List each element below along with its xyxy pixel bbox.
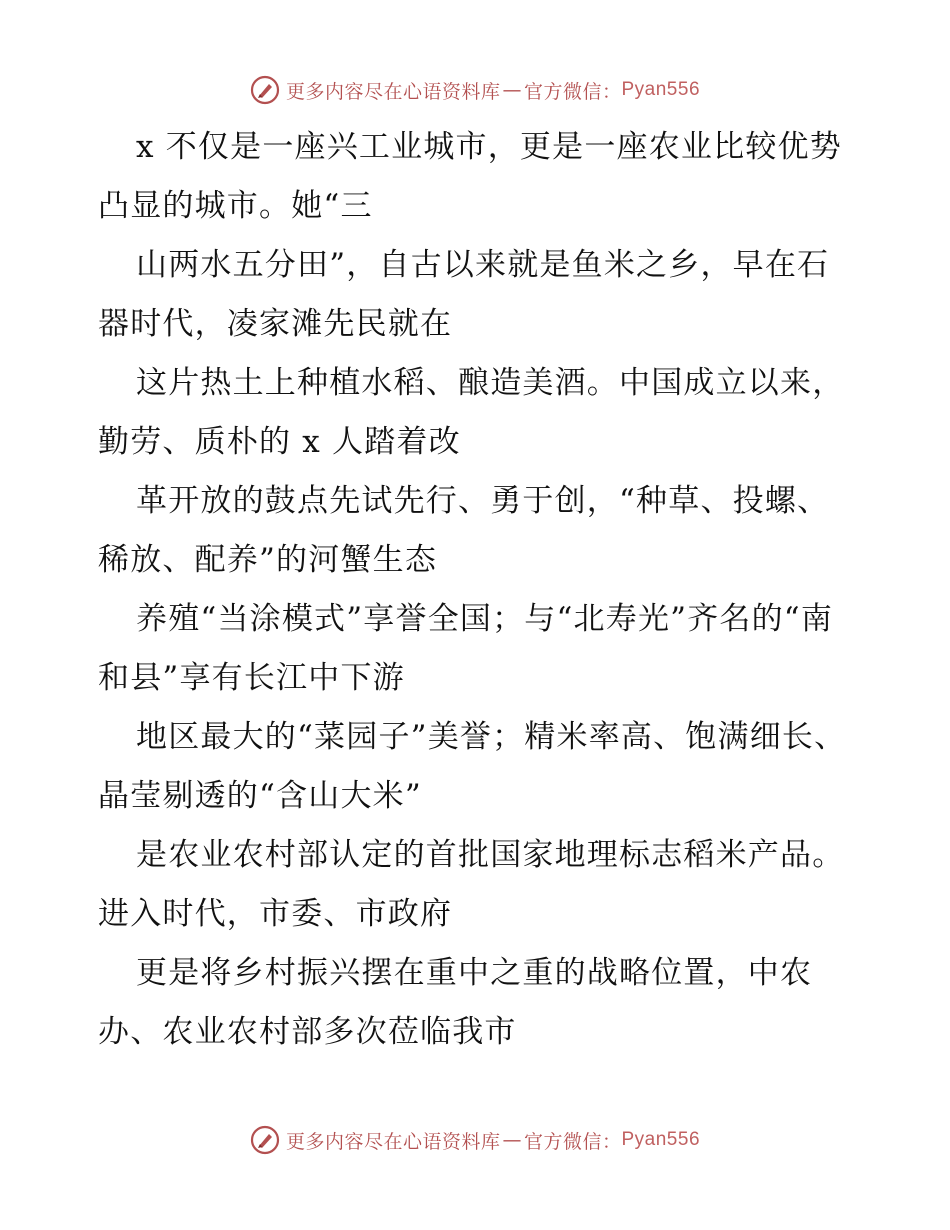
paragraph-6: 地区最大的“菜园子”美誉；精米率高、饱满细长、晶莹剔透的“含山大米”: [98, 719, 847, 814]
watermark-id: Pyan556: [621, 1129, 701, 1150]
pen-nib-logo-icon: [250, 1125, 280, 1155]
watermark-dash: —: [502, 79, 522, 101]
footer-watermark: [0, 1120, 950, 1160]
paragraph-5: 养殖“当涂模式”享誉全国；与“北寿光”齐名的“南和县”享有长江中下游: [98, 601, 834, 696]
paragraph-4: 革开放的鼓点先试先行、勇于创，“种草、投螺、稀放、配养”的河蟹生态: [98, 483, 830, 578]
paragraph-1: x 不仅是一座兴工业城市，更是一座农业比较优势凸显的城市。她“三: [98, 129, 842, 224]
paragraph-3: 这片热土上种植水稻、酿造美酒。中国成立以来，勤劳、质朴的 x 人踏着改: [98, 365, 845, 460]
header-watermark: [0, 70, 950, 110]
watermark-text: 更多内容尽在心语资料库: [285, 1130, 501, 1153]
paragraph-7: 是农业农村部认定的首批国家地理标志稻米产品。进入时代，市委、市政府: [98, 837, 845, 932]
watermark-dash: —: [502, 1129, 522, 1151]
pen-nib-logo-icon: [250, 75, 280, 105]
watermark-label: 官方微信：: [523, 1130, 622, 1153]
watermark-text: 更多内容尽在心语资料库: [285, 80, 501, 103]
document-body: [98, 118, 858, 1062]
paragraph-8: 更是将乡村振兴摆在重中之重的战略位置，中农办、农业农村部多次莅临我市: [98, 955, 813, 1050]
paragraph-2: 山两水五分田”，自古以来就是鱼米之乡，早在石器时代，凌家滩先民就在: [98, 247, 830, 342]
watermark-label: 官方微信：: [523, 80, 622, 103]
watermark-id: Pyan556: [621, 79, 701, 100]
